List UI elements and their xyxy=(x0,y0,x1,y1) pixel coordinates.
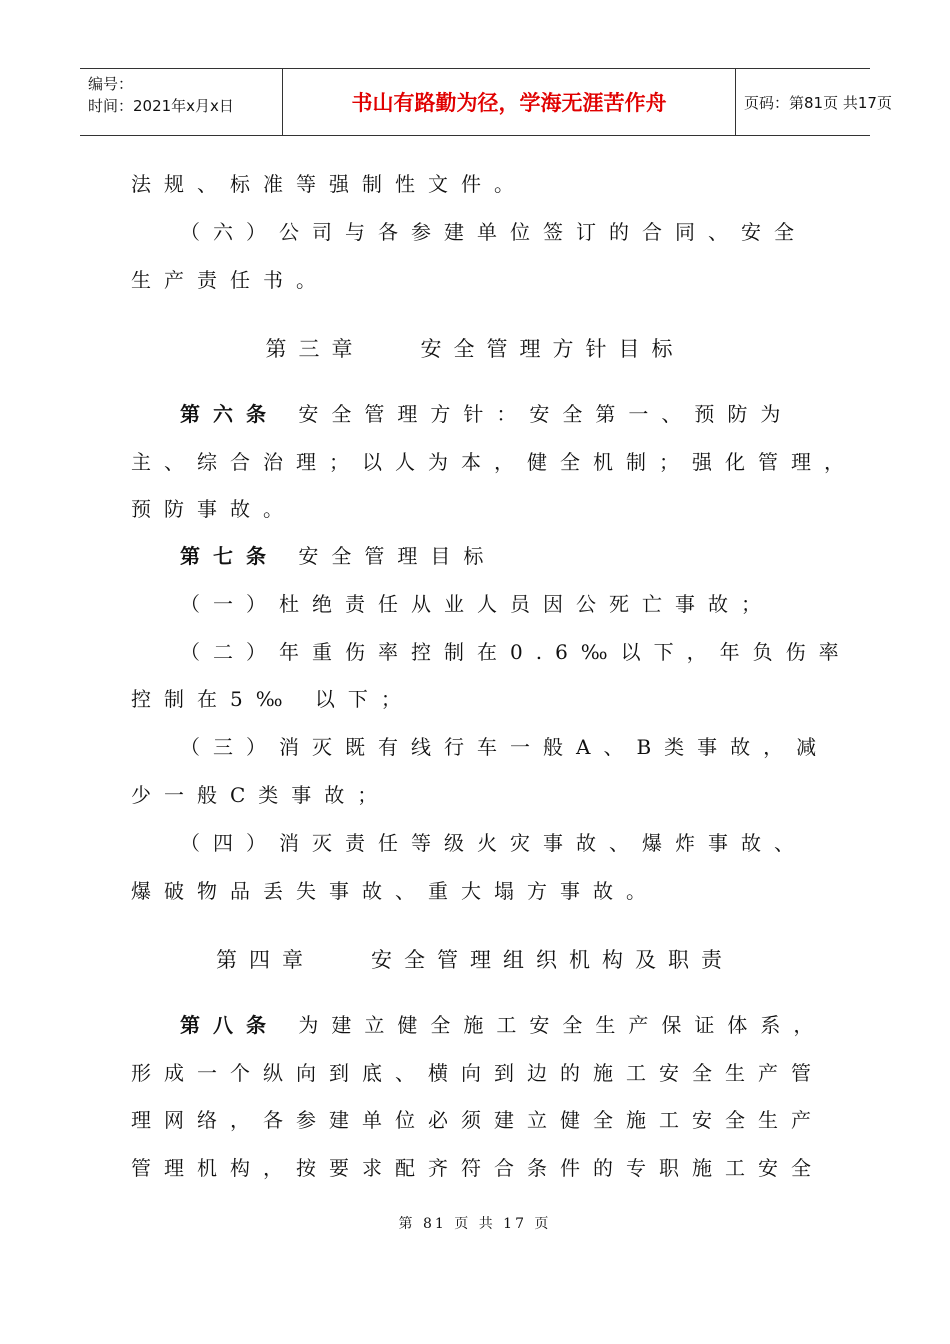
time-label: 时间：2021年x月x日 xyxy=(88,97,234,115)
paragraph-line: 形成一个纵向到底、横向到边的施工安全生产管 xyxy=(131,1061,824,1085)
article-text: 为建立健全施工安全生产保证体系， xyxy=(279,1013,827,1037)
paragraph-line: 法规、标准等强制性文件。 xyxy=(131,172,527,196)
article-text: 安全管理方针：安全第一、预防为 xyxy=(279,402,794,426)
article-text: 安全管理目标 xyxy=(279,544,497,568)
paragraph-line: （六）公司与各参建单位签订的合同、安全 xyxy=(180,220,807,244)
list-item: （三）消灭既有线行车一般A、B类事故，减 xyxy=(180,735,830,759)
paragraph-line: 预防事故。 xyxy=(131,497,296,521)
article-number: 第六条 xyxy=(180,402,279,426)
article-line xyxy=(180,543,880,569)
document-header xyxy=(80,68,892,136)
header-meta xyxy=(80,69,282,135)
paragraph-line: 爆破物品丢失事故、重大塌方事故。 xyxy=(131,879,659,903)
article-line xyxy=(180,401,880,427)
list-item: （一）杜绝责任从业人员因公死亡事故； xyxy=(180,592,774,616)
header-motto: 书山有路勤为径，学海无涯苦作舟 xyxy=(282,69,736,135)
paragraph-line: 控制在5‰ 以下； xyxy=(131,687,414,711)
paragraph-line: 少一般C类事故； xyxy=(131,783,391,807)
paragraph-line: 生产责任书。 xyxy=(131,268,329,292)
article-number: 第七条 xyxy=(180,544,279,568)
paragraph-line: 理网络，各参建单位必须建立健全施工安全生产 xyxy=(131,1108,824,1132)
code-label: 编号： xyxy=(88,75,134,93)
article-line xyxy=(180,1012,880,1038)
chapter-heading: 第三章 安全管理方针目标 xyxy=(265,337,685,361)
article-number: 第八条 xyxy=(180,1013,279,1037)
page-footer: 第 81 页 共 17 页 xyxy=(398,1216,552,1232)
list-item: （二）年重伤率控制在0.6‰以下，年负伤率 xyxy=(180,640,852,664)
header-page-info: 页码：第81页 共17页 xyxy=(744,94,892,112)
paragraph-line: 主、综合治理；以人为本，健全机制；强化管理， xyxy=(131,450,857,474)
paragraph-line: 管理机构，按要求配齐符合条件的专职施工安全 xyxy=(131,1156,824,1180)
chapter-heading: 第四章 安全管理组织机构及职责 xyxy=(215,948,735,972)
list-item: （四）消灭责任等级火灾事故、爆炸事故、 xyxy=(180,831,807,855)
